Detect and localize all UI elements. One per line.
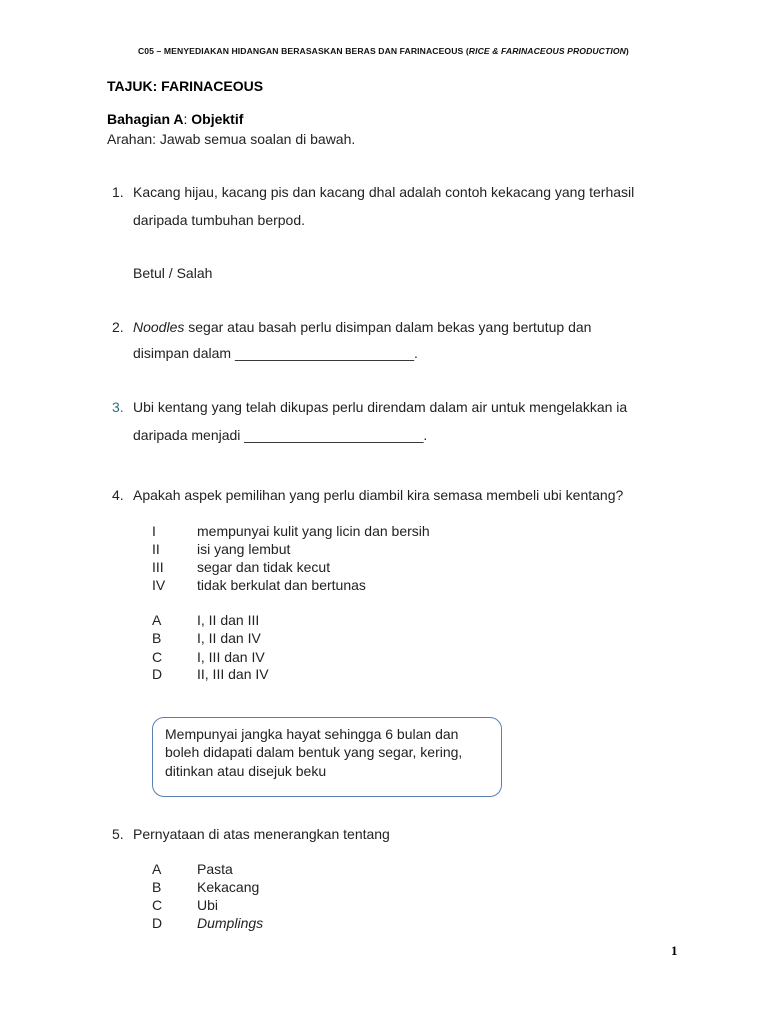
question-1-line-1: Kacang hijau, kacang pis dan kacang dhal adalah contoh kekacang yang terhasil	[133, 184, 635, 200]
instruction-text: Arahan: Jawab semua soalan di bawah.	[107, 131, 356, 147]
question-4-option-text: I, III dan IV	[197, 649, 265, 665]
page-title: TAJUK: FARINACEOUS	[107, 78, 264, 94]
question-5-option-text: Dumplings	[197, 915, 264, 931]
header-main: C05 – MENYEDIAKAN HIDANGAN BERASASKAN BERAS DAN FARINACEOUS (	[138, 46, 469, 56]
question-4-statement-text: isi yang lembut	[197, 541, 291, 557]
header-close: )	[625, 46, 629, 56]
question-2-line-1-rest: segar atau basah perlu disimpan dalam bekas yang bertutup dan	[184, 319, 592, 335]
question-3-line-2: daripada menjadi _______________________.	[133, 427, 428, 443]
question-3-number: 3.	[112, 399, 124, 415]
question-1-answer: Betul / Salah	[133, 265, 213, 281]
question-4-statement-roman: IV	[152, 577, 166, 593]
question-3-line-1: Ubi kentang yang telah dikupas perlu direndam dalam air untuk mengelakkan ia	[133, 399, 628, 415]
question-4-option-letter: D	[152, 666, 163, 682]
question-5-option-letter: D	[152, 915, 163, 931]
section-name: Objektif	[191, 111, 244, 127]
question-4-line-1: Apakah aspek pemilihan yang perlu diambil kira semasa membeli ubi kentang?	[133, 487, 624, 503]
section-colon: :	[183, 111, 192, 127]
section-heading	[107, 111, 243, 127]
question-5-option-text: Kekacang	[197, 879, 260, 895]
question-4-statement-roman: I	[152, 523, 156, 539]
question-2-italic-term: Noodles	[133, 319, 185, 335]
question-4-option-letter: A	[152, 612, 162, 628]
question-5-line-1: Pernyataan di atas menerangkan tentang	[133, 826, 390, 842]
question-4-option-text: I, II dan IV	[197, 630, 261, 646]
statement-box-line: Mempunyai jangka hayat sehingga 6 bulan dan	[165, 726, 459, 742]
question-4-statement-roman: II	[152, 541, 160, 557]
question-5-number: 5.	[112, 826, 124, 842]
question-5-option-text: Pasta	[197, 861, 233, 877]
statement-box-line: boleh didapati dalam bentuk yang segar, kering,	[165, 744, 463, 760]
question-4-statement-text: segar dan tidak kecut	[197, 559, 331, 575]
question-4-statement-text: mempunyai kulit yang licin dan bersih	[197, 523, 430, 539]
question-1-number: 1.	[112, 184, 124, 200]
question-4-option-letter: B	[152, 630, 162, 646]
question-2-line-1	[133, 319, 591, 335]
question-4-option-text: II, III dan IV	[197, 666, 269, 682]
question-4-option-letter: C	[152, 649, 163, 665]
statement-box-line: ditinkan atau disejuk beku	[165, 763, 327, 779]
question-4-statement-text: tidak berkulat dan bertunas	[197, 577, 366, 593]
question-5-option-letter: B	[152, 879, 162, 895]
header-italic: RICE & FARINACEOUS PRODUCTION	[468, 46, 626, 56]
question-2-number: 2.	[112, 319, 124, 335]
question-4-option-text: I, II dan III	[197, 612, 260, 628]
question-2-line-2: disimpan dalam _______________________.	[133, 345, 418, 361]
question-1-line-2: daripada tumbuhan berpod.	[133, 212, 306, 228]
section-label: Bahagian A	[107, 111, 184, 127]
question-4-number: 4.	[112, 487, 124, 503]
question-5-option-letter: A	[152, 861, 162, 877]
question-5-option-text: Ubi	[197, 897, 219, 913]
document-header	[138, 46, 629, 56]
question-5-option-letter: C	[152, 897, 163, 913]
question-4-statement-roman: III	[152, 559, 164, 575]
page-number: 1	[671, 943, 678, 958]
